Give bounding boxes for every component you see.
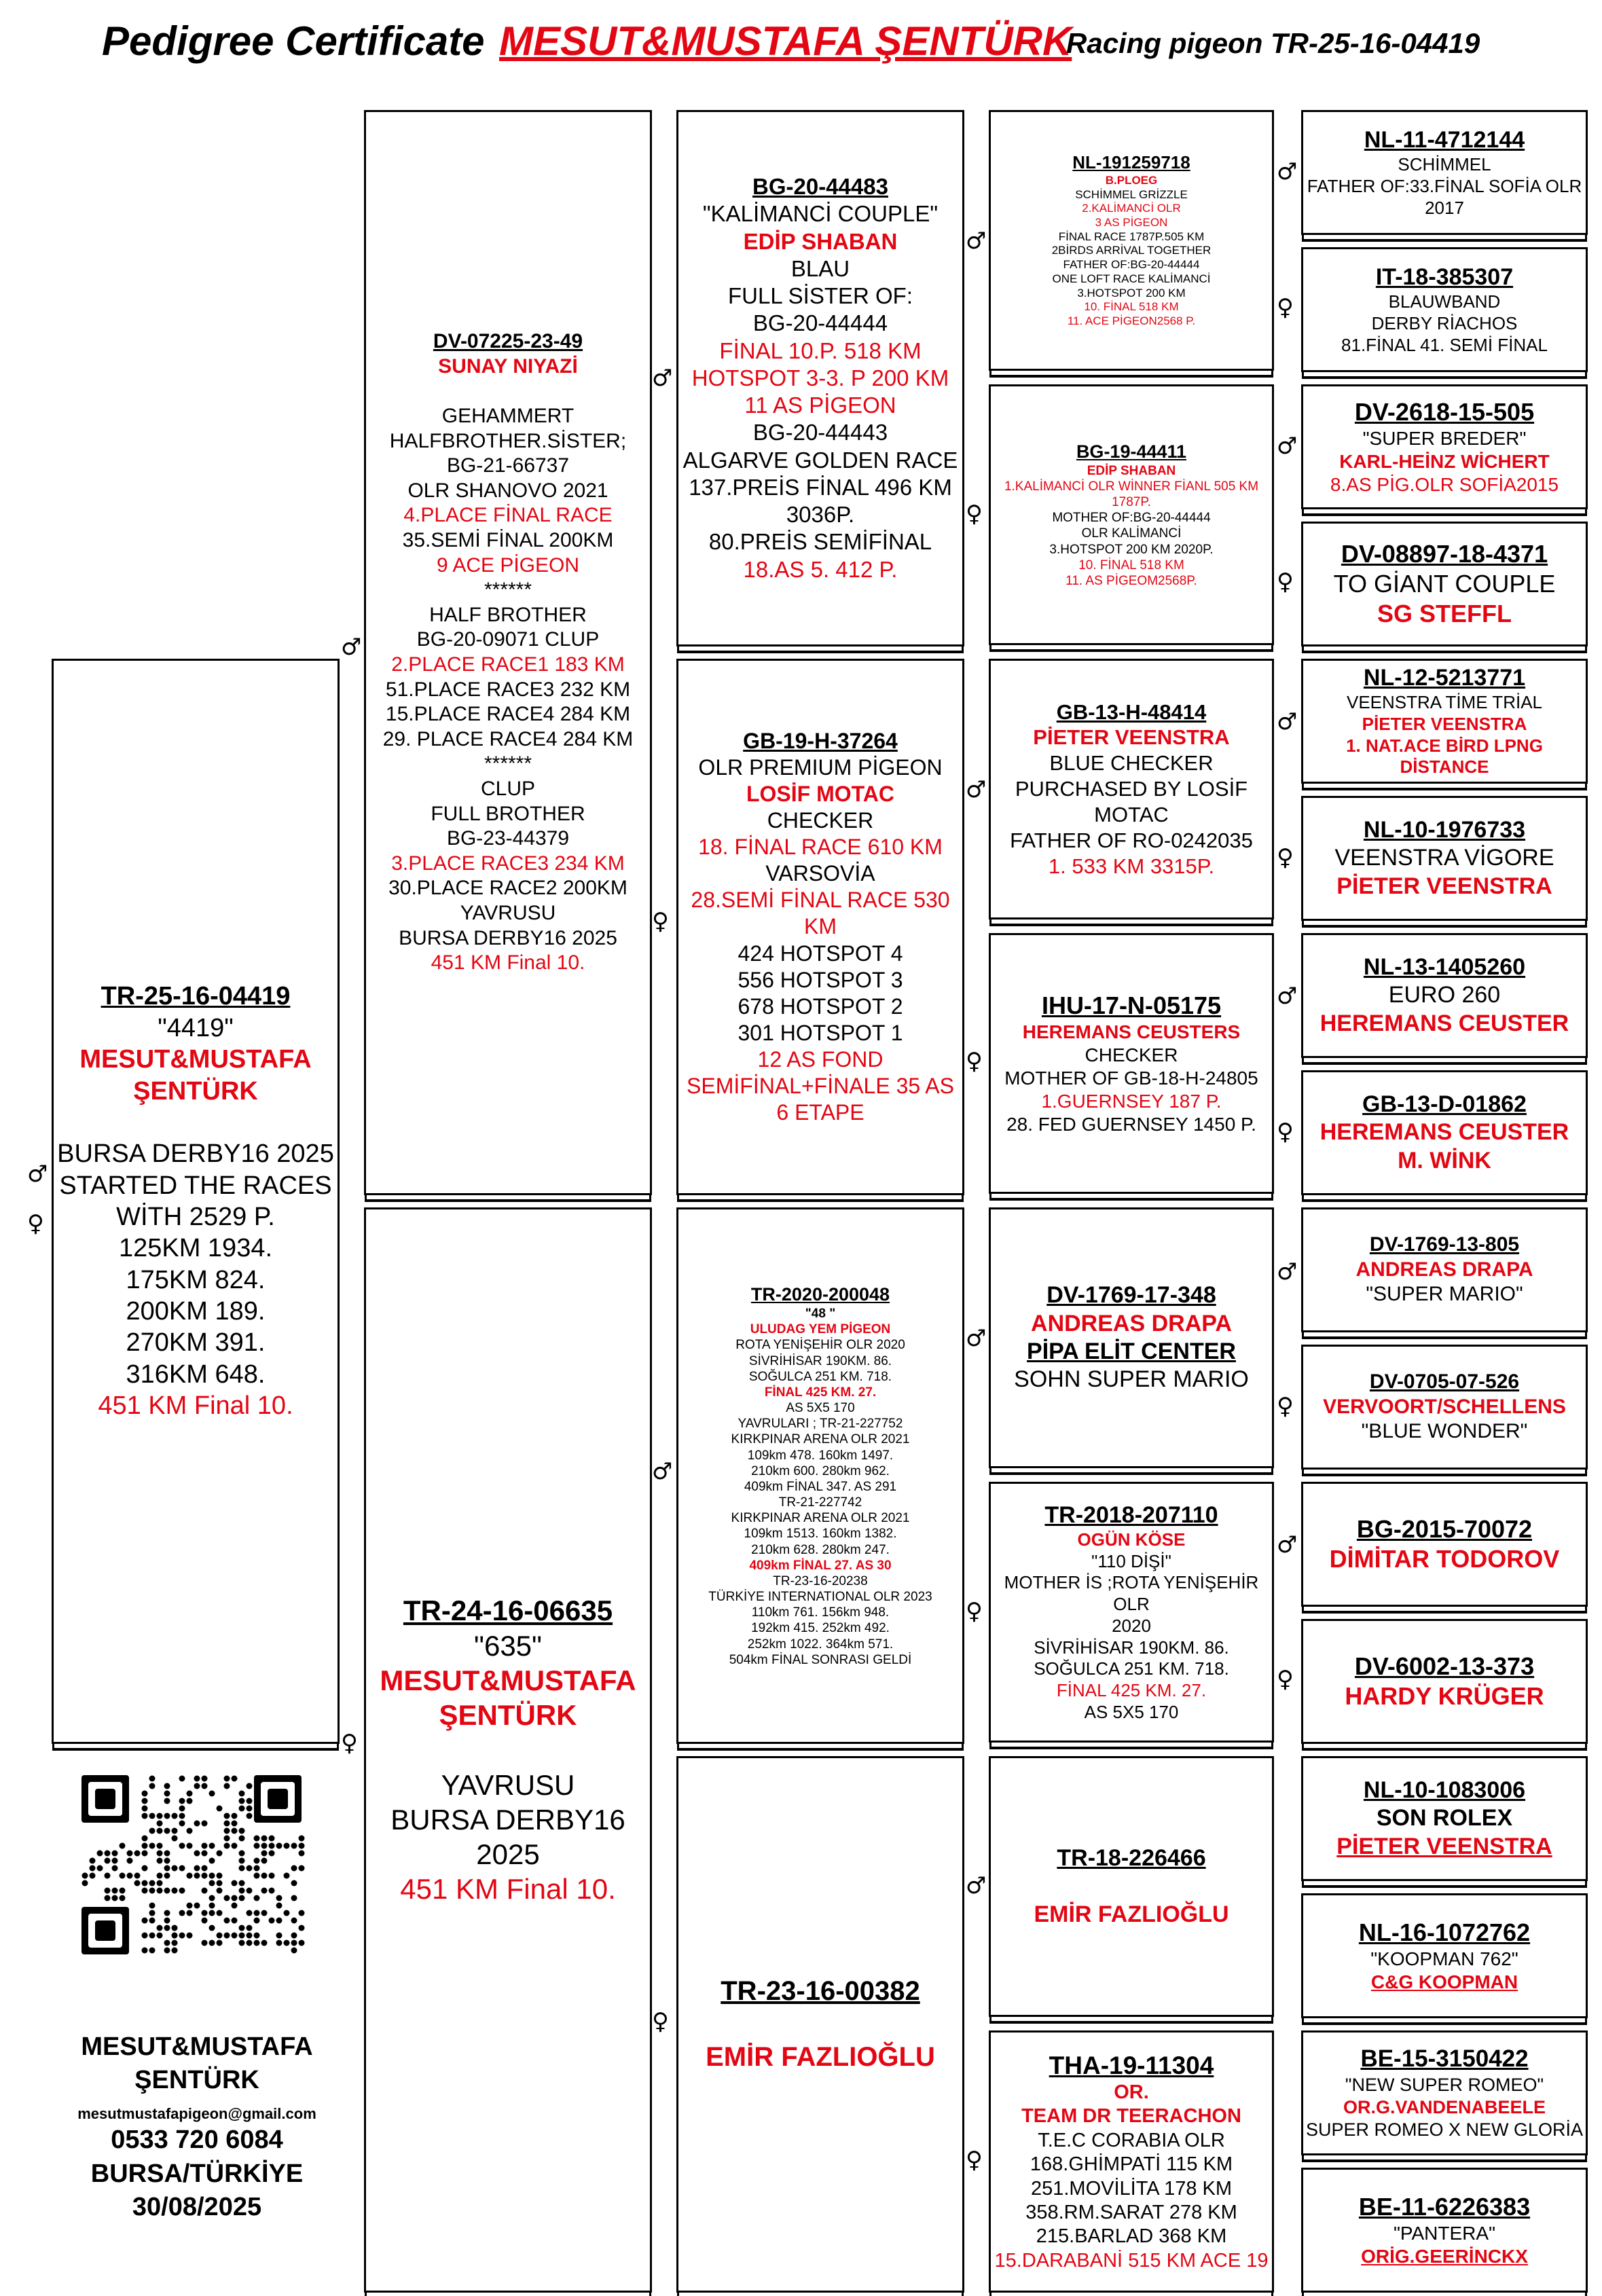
pedigree-line: OLR PREMIUM PİGEON	[698, 755, 943, 780]
gggp-4-card	[1301, 522, 1588, 646]
ggp-2-card	[989, 384, 1274, 645]
pedigree-line: 424 HOTSPOT 4	[738, 941, 903, 966]
pedigree-line: 2017	[1425, 197, 1464, 218]
pedigree-line: 210km 628. 280km 247.	[751, 1542, 890, 1557]
pedigree-line: MOTHER OF:BG-20-44444	[1052, 511, 1211, 526]
pedigree-line: BURSA DERBY16 2025	[399, 926, 617, 949]
pedigree-line: BG-20-44444	[752, 310, 888, 336]
qr-code[interactable]	[76, 1770, 307, 1960]
pedigree-line: FİNAL 425 KM. 27.	[764, 1385, 877, 1400]
ggp-4-card	[989, 933, 1274, 1194]
footer-name-line2: ŞENTÜRK	[134, 2066, 259, 2095]
pedigree-line: 12 AS FOND	[757, 1046, 884, 1072]
pedigree-line: 15.DARABANİ 515 KM ACE 19	[994, 2249, 1269, 2272]
male-symbol-icon: ♂	[652, 365, 673, 392]
male-symbol-icon: ♂	[1277, 1258, 1298, 1286]
pedigree-line: SOHN SUPER MARIO	[1014, 1366, 1249, 1393]
pedigree-line: 168.GHİMPATİ 115 KM	[1030, 2153, 1233, 2176]
pedigree-line: SCHİMMEL	[1398, 154, 1491, 175]
pedigree-line: 1.KALİMANCİ OLR WİNNER FİANL 505 KM	[1004, 479, 1259, 494]
pedigree-line: ******	[484, 579, 532, 602]
ring-number: NL-10-1976733	[1363, 816, 1526, 843]
pedigree-line: B.PLOEG	[1105, 173, 1158, 187]
pedigree-line: YAVRUSU	[441, 1768, 575, 1801]
pedigree-line: 270KM 391.	[126, 1328, 266, 1357]
pedigree-line: AS 5X5 170	[786, 1401, 855, 1416]
pedigree-line: 251.MOVİLİTA 178 KM	[1030, 2177, 1233, 2200]
gggp-14-card	[1301, 1893, 1588, 2018]
pedigree-line: FATHER OF:BG-20-44444	[1063, 258, 1200, 272]
footer-name-line1: MESUT&MUSTAFA	[81, 2033, 313, 2061]
certificate-header	[0, 18, 1602, 72]
pedigree-line: 6 ETAPE	[776, 1099, 864, 1125]
ring-number: GB-13-D-01862	[1362, 1091, 1527, 1117]
pedigree-line: PİETER VEENSTRA	[1033, 725, 1230, 750]
pedigree-line: "110 DİŞİ"	[1091, 1550, 1171, 1571]
pedigree-line: KIRKPINAR ARENA OLR 2021	[731, 1432, 910, 1447]
pedigree-line: KM	[804, 914, 837, 939]
pedigree-line: 1. NAT.ACE BİRD LPNG DİSTANCE	[1346, 735, 1543, 778]
pedigree-line: HEREMANS CEUSTER	[1319, 1119, 1569, 1146]
pedigree-line: OR.	[1114, 2081, 1149, 2104]
male-symbol-icon: ♂	[1277, 708, 1298, 735]
ring-number: IHU-17-N-05175	[1041, 991, 1222, 1019]
pedigree-line: ANDREAS DRAPA	[1355, 1258, 1533, 1281]
footer-email[interactable]: mesutmustafapigeon@gmail.com	[77, 2104, 316, 2122]
pedigree-line: SİVRİHİSAR 190KM. 86.	[748, 1353, 892, 1368]
pedigree-line: FULL BROTHER	[431, 802, 585, 825]
pedigree-line	[991, 1872, 1272, 1900]
pedigree-line: 28. FED GUERNSEY 1450 P.	[1006, 1114, 1256, 1135]
pedigree-line: 11 AS PİGEON	[744, 393, 896, 418]
pedigree-line	[366, 379, 650, 404]
pedigree-line: 18.AS 5. 412 P.	[743, 556, 898, 582]
ring-number: DV-1769-17-348	[1046, 1282, 1216, 1309]
pedigree-line: BG-21-66737	[446, 454, 570, 477]
pedigree-line: HEREMANS CEUSTERS	[1022, 1021, 1241, 1042]
ring-number: BE-15-3150422	[1360, 2045, 1529, 2073]
pedigree-line: "KALİMANCİ COUPLE"	[702, 201, 939, 227]
pedigree-line: PİETER VEENSTRA	[1336, 1833, 1552, 1859]
pedigree-line: SİVRİHİSAR 190KM. 86.	[1034, 1637, 1229, 1658]
female-symbol-icon: ♀	[1277, 844, 1294, 871]
pedigree-line: FULL SİSTER OF:	[728, 283, 913, 309]
male-symbol-icon: ♂	[341, 634, 362, 661]
female-symbol-icon: ♀	[1277, 1118, 1294, 1146]
ggp-7-card	[989, 1756, 1274, 2017]
ring-number: NL-16-1072762	[1358, 1918, 1531, 1946]
pedigree-line: CHECKER	[767, 808, 874, 833]
pedigree-line: SON ROLEX	[1376, 1805, 1513, 1832]
ring-number: NL-10-1083006	[1363, 1776, 1526, 1803]
pedigree-line: 110km 761. 156km 948.	[751, 1605, 890, 1620]
ring-number: BG-20-44483	[752, 174, 888, 200]
breeder-name: MESUT&MUSTAFA ŞENTÜRK	[499, 18, 1072, 64]
gggp-13-card	[1301, 1756, 1588, 1881]
pedigree-line	[366, 1732, 650, 1767]
pedigree-line: 4.PLACE FİNAL RACE	[403, 504, 613, 527]
pedigree-line: 316KM 648.	[126, 1360, 266, 1389]
pedigree-line: 192km 415. 252km 492.	[751, 1621, 890, 1636]
pedigree-line: BG-20-09071 CLUP	[416, 628, 600, 651]
female-symbol-icon: ♀	[652, 908, 669, 935]
male-symbol-icon: ♂	[966, 227, 987, 255]
male-symbol-icon: ♂	[27, 1161, 48, 1188]
ring-number: DV-08897-18-4371	[1341, 540, 1548, 568]
gggp-1-card	[1301, 110, 1588, 235]
pedigree-line: 109km 478. 160km 1497.	[747, 1448, 894, 1463]
pedigree-line	[678, 2008, 962, 2041]
pedigree-line: STARTED THE RACES	[59, 1171, 332, 1200]
female-symbol-icon: ♀	[966, 500, 983, 528]
ring-number: DV-07225-23-49	[433, 330, 583, 353]
pedigree-line: VERVOORT/SCHELLENS	[1323, 1395, 1566, 1418]
pedigree-line: 2.PLACE RACE1 183 KM	[391, 653, 625, 676]
pedigree-line: EDİP SHABAN	[1087, 463, 1176, 478]
pedigree-line: 215.BARLAD 368 KM	[1036, 2225, 1227, 2248]
female-symbol-icon: ♀	[341, 1730, 358, 1757]
pedigree-line: 210km 600. 280km 962.	[751, 1463, 890, 1478]
pedigree-line: 35.SEMİ FİNAL 200KM	[402, 529, 614, 552]
ring-number: BG-19-44411	[1076, 441, 1187, 462]
pedigree-line: "PANTERA"	[1393, 2222, 1496, 2244]
ring-number: TR-2020-200048	[750, 1284, 890, 1305]
pedigree-line: SEMİFİNAL+FİNALE 35 AS	[687, 1073, 954, 1098]
grandsire-paternal-card	[676, 110, 964, 646]
pedigree-line: BLAUWBAND	[1388, 291, 1501, 312]
pedigree-line: MOTHER İS ;ROTA YENİŞEHİR OLR	[1004, 1572, 1259, 1615]
pedigree-line: SOĞULCA 251 KM. 718.	[1034, 1658, 1229, 1679]
footer-date: 30/08/2025	[132, 2193, 262, 2222]
ring-number: DV-2618-15-505	[1354, 397, 1535, 426]
pedigree-line: EURO 260	[1388, 982, 1501, 1008]
ggp-6-card	[989, 1482, 1274, 1743]
pedigree-line: OLR KALİMANCİ	[1081, 526, 1182, 541]
pedigree-line: ANDREAS DRAPA	[1031, 1310, 1232, 1336]
pedigree-line: 30.PLACE RACE2 200KM	[388, 877, 627, 900]
pedigree-line: OGÜN KÖSE	[1077, 1529, 1186, 1550]
pedigree-line: DERBY RİACHOS	[1371, 312, 1518, 333]
pedigree-line: 18. FİNAL RACE 610 KM	[698, 835, 943, 860]
ring-number: TR-23-16-00382	[721, 1975, 920, 2006]
pedigree-line: FİNAL 10.P. 518 KM	[719, 338, 922, 363]
pedigree-line: FİNAL RACE 1787P.505 KM	[1058, 230, 1205, 243]
pedigree-line: T.E.C CORABIA OLR	[1038, 2129, 1225, 2151]
male-symbol-icon: ♂	[1277, 158, 1298, 185]
pedigree-line: "48 "	[805, 1306, 836, 1321]
ring-number: DV-1769-13-805	[1369, 1233, 1520, 1256]
male-symbol-icon: ♂	[966, 1325, 987, 1352]
pedigree-line: GEHAMMERT	[441, 405, 575, 428]
pedigree-line: "4419"	[158, 1013, 234, 1042]
pedigree-line: ROTA YENİŞEHİR OLR 2020	[735, 1338, 905, 1353]
pedigree-line: 11. AS PİGEOM2568P.	[1066, 573, 1197, 588]
pedigree-line: 200KM 189.	[126, 1297, 266, 1326]
pedigree-line: SG STEFFL	[1377, 599, 1512, 627]
pedigree-line: 125KM 1934.	[118, 1234, 273, 1263]
pedigree-line: 81.FİNAL 41. SEMİ FİNAL	[1341, 334, 1548, 355]
pedigree-line: 28.SEMİ FİNAL RACE 530	[691, 888, 950, 913]
pedigree-line: MOTHER OF GB-18-H-24805	[1004, 1067, 1258, 1089]
pedigree-line: 301 HOTSPOT 1	[738, 1020, 903, 1045]
pedigree-line: AS 5X5 170	[1084, 1701, 1179, 1722]
gggp-2-card	[1301, 247, 1588, 372]
ring-number: BG-2015-70072	[1356, 1515, 1533, 1544]
pedigree-line: ALGARVE GOLDEN RACE	[682, 447, 958, 473]
male-symbol-icon: ♂	[966, 1872, 987, 1899]
male-symbol-icon: ♂	[652, 1458, 673, 1485]
pedigree-line: 10. FİNAL 518 KM	[1078, 558, 1184, 572]
pedigree-line: 80.PREİS SEMİFİNAL	[708, 529, 932, 555]
pedigree-line: FİNAL 425 KM. 27.	[1056, 1680, 1207, 1701]
certificate-title: Pedigree Certificate	[102, 18, 485, 64]
pedigree-line: PURCHASED BY LOSİF	[1015, 777, 1248, 801]
pedigree-line: BLAU	[790, 255, 850, 281]
pedigree-line: 8.AS PİG.OLR SOFİA2015	[1330, 474, 1559, 496]
sire-card	[364, 110, 652, 1195]
gggp-15-card	[1301, 2030, 1588, 2155]
pedigree-line: 11. ACE PİGEON2568 P.	[1067, 314, 1196, 328]
pedigree-line: HALFBROTHER.SİSTER;	[389, 429, 627, 452]
pedigree-line: FATHER OF RO-0242035	[1010, 828, 1253, 852]
ring-number: NL-12-5213771	[1363, 664, 1526, 691]
pedigree-line: FATHER OF:33.FİNAL SOFİA OLR	[1307, 175, 1582, 196]
pedigree-line: SOĞULCA 251 KM. 718.	[748, 1369, 892, 1384]
pedigree-line: HALF BROTHER	[429, 603, 587, 626]
pedigree-line: PİETER VEENSTRA	[1362, 714, 1527, 735]
gggp-12-card	[1301, 1619, 1588, 1744]
pedigree-line: 2BİRDS ARRİVAL TOGETHER	[1051, 244, 1212, 257]
pedigree-line: MESUT&MUSTAFA	[380, 1664, 636, 1696]
pedigree-line: C&G KOOPMAN	[1370, 1971, 1518, 1992]
pedigree-line: KIRKPINAR ARENA OLR 2021	[731, 1511, 910, 1526]
pedigree-line: 3 AS PİGEON	[1095, 216, 1168, 230]
ggp-3-card	[989, 659, 1274, 919]
grandsire-maternal-card	[676, 1207, 964, 1744]
pedigree-line: PİETER VEENSTRA	[1336, 873, 1552, 899]
ggp-8-card	[989, 2030, 1274, 2293]
pedigree-line: 9 ACE PİGEON	[436, 553, 580, 577]
ring-number: GB-13-H-48414	[1056, 699, 1207, 724]
pedigree-line: ******	[484, 752, 532, 776]
pedigree-line: 252km 1022. 364km 571.	[747, 1637, 894, 1652]
female-symbol-icon: ♀	[27, 1210, 44, 1237]
pedigree-line: CLUP	[480, 777, 536, 800]
pedigree-line: 29. PLACE RACE4 284 KM	[382, 727, 634, 750]
pedigree-line: TO GİANT COUPLE	[1333, 570, 1556, 598]
granddam-maternal-card	[676, 1756, 964, 2293]
pedigree-line: ULUDAG YEM PİGEON	[750, 1322, 891, 1337]
pedigree-line: TÜRKİYE INTERNATIONAL OLR 2023	[708, 1590, 932, 1605]
pedigree-line: HEREMANS CEUSTER	[1319, 1010, 1569, 1036]
pedigree-line: ONE LOFT RACE KALİMANCİ	[1052, 272, 1211, 285]
pedigree-line: DİMİTAR TODOROV	[1329, 1545, 1560, 1573]
ring-number: NL-11-4712144	[1364, 126, 1525, 153]
footer-phone[interactable]: 0533 720 6084	[111, 2126, 283, 2155]
female-symbol-icon: ♀	[1277, 568, 1294, 596]
female-symbol-icon: ♀	[652, 2008, 669, 2035]
ring-number: DV-0705-07-526	[1369, 1370, 1520, 1393]
pedigree-line: YAVRULARI ; TR-21-227752	[738, 1417, 903, 1432]
pedigree-line: 109km 1513. 160km 1382.	[744, 1527, 897, 1542]
pedigree-line: 451 KM Final 10.	[431, 951, 585, 974]
ring-number: DV-6002-13-373	[1354, 1652, 1535, 1681]
pedigree-line: SUNAY NIYAZİ	[438, 354, 578, 378]
pedigree-line: 1.GUERNSEY 187 P.	[1041, 1091, 1222, 1112]
ggp-1-card	[989, 110, 1274, 371]
pedigree-line: "KOOPMAN 762"	[1370, 1948, 1518, 1969]
pedigree-line: BG-20-44443	[752, 420, 888, 445]
pedigree-line: VEENSTRA VİGORE	[1334, 845, 1554, 871]
male-symbol-icon: ♂	[1277, 433, 1298, 460]
ring-number: THA-19-11304	[1049, 2051, 1214, 2079]
male-symbol-icon: ♂	[1277, 983, 1298, 1010]
pedigree-line: ORİG.GEERİNCKX	[1361, 2245, 1528, 2267]
pedigree-line: OR.G.VANDENABEELE	[1343, 2096, 1546, 2117]
pedigree-line: 3.HOTSPOT 200 KM 2020P.	[1049, 542, 1214, 557]
pedigree-line: 556 HOTSPOT 3	[738, 967, 903, 992]
pedigree-line: M. WİNK	[1398, 1147, 1491, 1173]
gggp-9-card	[1301, 1207, 1588, 1332]
gggp-5-card	[1301, 659, 1588, 784]
pedigree-line: 10. FİNAL 518 KM	[1084, 300, 1179, 314]
pedigree-line: 2.KALİMANCİ OLR	[1082, 202, 1181, 215]
pedigree-line: 678 HOTSPOT 2	[738, 994, 903, 1019]
pedigree-line: 3036P.	[786, 502, 855, 528]
ring-number: GB-19-H-37264	[743, 729, 898, 754]
gggp-3-card	[1301, 384, 1588, 509]
gggp-8-card	[1301, 1070, 1588, 1195]
male-symbol-icon: ♂	[966, 776, 987, 803]
pedigree-line: VARSOVİA	[765, 861, 875, 886]
pedigree-line: 451 KM Final 10.	[400, 1873, 616, 1906]
pedigree-line: TR-23-16-20238	[773, 1573, 868, 1588]
female-symbol-icon: ♀	[966, 1048, 983, 1075]
pedigree-line: 358.RM.SARAT 278 KM	[1025, 2201, 1237, 2223]
granddam-paternal-card	[676, 659, 964, 1195]
ring-number: TR-2018-207110	[1044, 1501, 1218, 1528]
pedigree-line: HARDY KRÜGER	[1345, 1682, 1544, 1710]
pedigree-line: WİTH 2529 P.	[116, 1203, 275, 1231]
pedigree-line: 409km FİNAL 27. AS 30	[749, 1558, 892, 1573]
pedigree-line: CHECKER	[1085, 1044, 1178, 1065]
pedigree-line: EMİR FAZLIOĞLU	[1034, 1901, 1229, 1927]
pedigree-line: ŞENTÜRK	[439, 1699, 577, 1732]
ring-number: NL-191259718	[1072, 152, 1190, 173]
pedigree-line: LOSİF MOTAC	[746, 782, 895, 807]
pedigree-line: 3.HOTSPOT 200 KM	[1077, 286, 1186, 299]
pedigree-line: TEAM DR TEERACHON	[1021, 2105, 1241, 2128]
pedigree-line: "NEW SUPER ROMEO"	[1345, 2074, 1544, 2095]
gggp-11-card	[1301, 1482, 1588, 1607]
pedigree-line: "SUPER MARIO"	[1366, 1283, 1523, 1306]
pedigree-line: 451 KM Final 10.	[98, 1391, 293, 1421]
pedigree-line: EMİR FAZLIOĞLU	[706, 2042, 935, 2073]
footer-city: BURSA/TÜRKİYE	[90, 2159, 304, 2188]
pedigree-line: BURSA DERBY16 2025	[57, 1140, 334, 1169]
pedigree-line: OLR SHANOVO 2021	[407, 479, 608, 502]
female-symbol-icon: ♀	[1277, 1393, 1294, 1420]
ring-number: BE-11-6226383	[1358, 2192, 1531, 2221]
pedigree-line: 137.PREİS FİNAL 496 KM	[689, 474, 952, 500]
pedigree-line: YAVRUSU	[460, 901, 556, 924]
pedigree-line: PİPA ELİT CENTER	[1027, 1338, 1236, 1364]
ggp-5-card	[989, 1207, 1274, 1468]
pedigree-line: KARL-HEİNZ WİCHERT	[1339, 450, 1550, 472]
dam-card	[364, 1207, 652, 2293]
pedigree-line: 1787P.	[1112, 495, 1151, 510]
gggp-6-card	[1301, 796, 1588, 921]
pedigree-line: 3.PLACE RACE3 234 KM	[391, 852, 625, 875]
pedigree-line: "SUPER BREDER"	[1362, 427, 1527, 449]
pedigree-line	[54, 1107, 338, 1138]
pedigree-line: EDİP SHABAN	[743, 228, 898, 254]
gggp-16-card	[1301, 2168, 1588, 2293]
pedigree-line: 15.PLACE RACE4 284 KM	[385, 703, 631, 726]
female-symbol-icon: ♀	[1277, 294, 1294, 321]
pedigree-line: VEENSTRA TİME TRİAL	[1346, 692, 1542, 713]
pedigree-line: 409km FİNAL 347. AS 291	[744, 1479, 897, 1494]
pedigree-line: MOTAC	[1094, 802, 1169, 826]
pigeon-ring-title: Racing pigeon TR-25-16-04419	[1066, 27, 1480, 59]
ring-number: TR-18-226466	[1057, 1844, 1206, 1871]
pedigree-line: 2020	[1112, 1615, 1151, 1636]
gggp-7-card	[1301, 933, 1588, 1058]
pedigree-line: SCHİMMEL GRİZZLE	[1075, 187, 1188, 201]
breeder-contact	[41, 2030, 353, 2225]
female-symbol-icon: ♀	[966, 2147, 983, 2174]
pedigree-line: "BLUE WONDER"	[1361, 1420, 1528, 1443]
pigeon-subject-card	[52, 659, 340, 1744]
female-symbol-icon: ♀	[966, 1598, 983, 1625]
ring-number: TR-25-16-04419	[101, 982, 291, 1011]
pedigree-line: "635"	[474, 1629, 542, 1662]
ring-number: IT-18-385307	[1375, 263, 1514, 290]
pedigree-line: BLUE CHECKER	[1049, 751, 1214, 776]
pedigree-line: HOTSPOT 3-3. P 200 KM	[691, 365, 949, 390]
ring-number: NL-13-1405260	[1363, 953, 1526, 980]
pedigree-line: SUPER ROMEO X NEW GLORİA	[1305, 2119, 1584, 2140]
ring-number: TR-24-16-06635	[403, 1595, 613, 1627]
gggp-10-card	[1301, 1345, 1588, 1470]
male-symbol-icon: ♂	[1277, 1531, 1298, 1559]
pedigree-line: TR-21-227742	[778, 1495, 862, 1510]
pedigree-line: 175KM 824.	[126, 1265, 266, 1294]
pedigree-line: ŞENTÜRK	[133, 1076, 258, 1106]
pedigree-line: 504km FİNAL SONRASI GELDİ	[729, 1652, 912, 1667]
pedigree-line: 51.PLACE RACE3 232 KM	[385, 678, 631, 701]
pedigree-line: BURSA DERBY16 2025	[390, 1803, 625, 1871]
pedigree-line: BG-23-44379	[446, 827, 570, 850]
pedigree-line: 1. 533 KM 3315P.	[1048, 854, 1215, 878]
pedigree-line: MESUT&MUSTAFA	[79, 1045, 312, 1074]
female-symbol-icon: ♀	[1277, 1666, 1294, 1693]
